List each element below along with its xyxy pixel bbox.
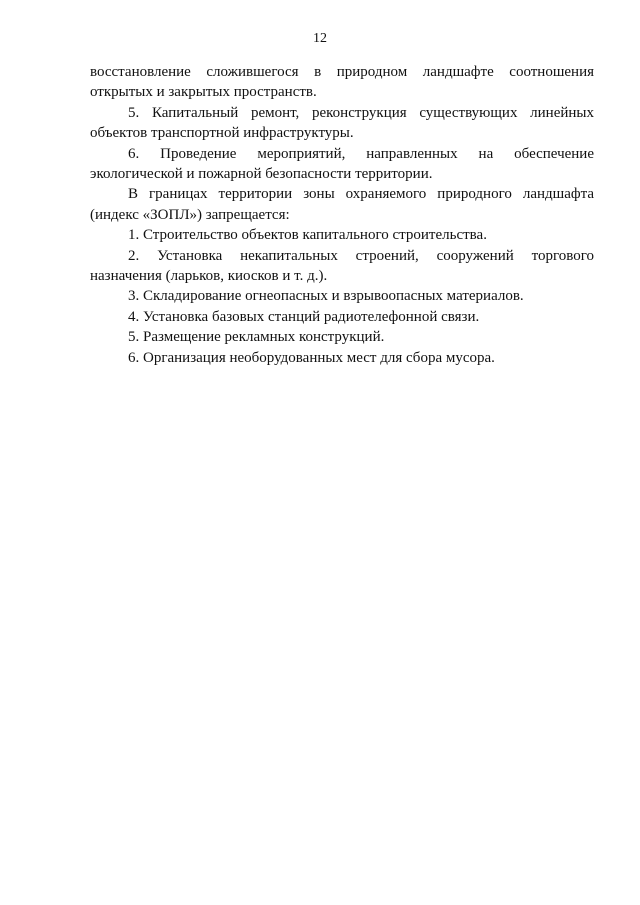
prohibition-item-3: 3. Складирование огнеопасных и взрывоопасных материалов. <box>128 288 524 305</box>
prohibition-item-2: 2. Установка некапитальных строений, сооружений торгового назначения (ларьков, киосков и т. д.). <box>90 247 594 285</box>
paragraph-item-6-safety-measures: 6. Проведение мероприятий, направленных на обеспечение экологической и пожарной безопасности территории. <box>90 145 594 183</box>
page-number: 12 <box>313 31 327 46</box>
prohibition-item-5: 5. Размещение рекламных конструкций. <box>128 329 385 346</box>
prohibition-item-6: 6. Организация необорудованных мест для сбора мусора. <box>128 349 495 366</box>
document-body <box>90 62 594 368</box>
paragraph-item-5-capital-repair: 5. Капитальный ремонт, реконструкция существующих линейных объектов транспортной инфраструктуры. <box>90 104 594 142</box>
paragraph-continuation: восстановление сложившегося в природном ландшафте соотношения открытых и закрытых пространств. <box>90 64 594 101</box>
paragraph-prohibitions-intro: В границах территории зоны охраняемого природного ландшафта (индекс «ЗОПЛ») запрещается: <box>90 186 594 223</box>
prohibition-item-1: 1. Строительство объектов капитального строительства. <box>128 227 487 244</box>
prohibition-item-4: 4. Установка базовых станций радиотелефонной связи. <box>128 308 480 325</box>
